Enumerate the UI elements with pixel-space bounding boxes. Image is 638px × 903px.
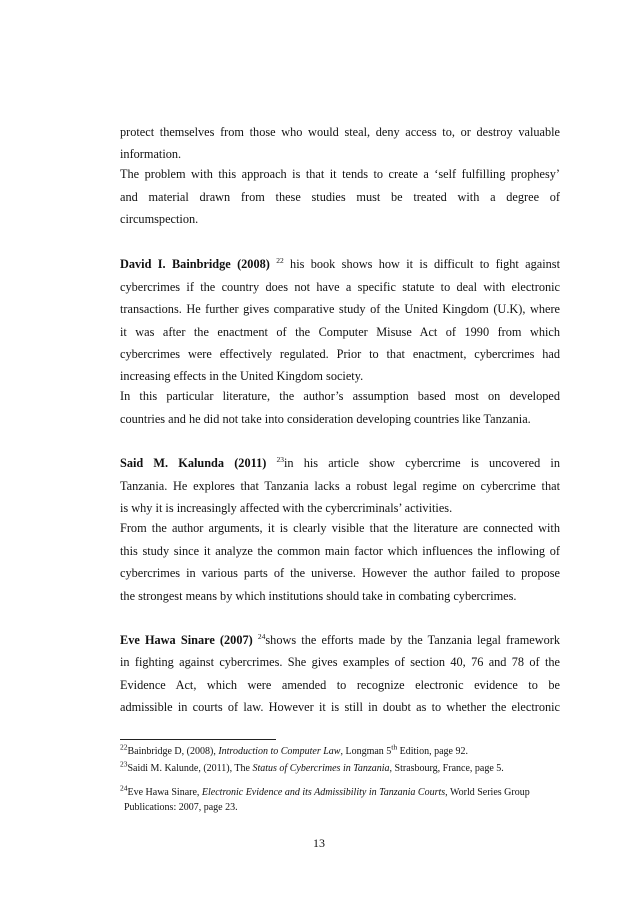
body-line: In this particular literature, the author’s assumption based most on developed [120,389,560,403]
body-line: in fighting against cybercrimes. She gives examples of section 40, 76 and 78 of the [120,655,560,669]
body-line: cybercrimes if the country does not have a specific statute to deal with electronic [120,280,560,294]
footnote-text: Eve Hawa Sinare, [127,787,202,798]
body-line: From the author arguments, it is clearly visible that the literature are connected with [120,521,560,535]
body-line: this study since it analyze the common main factor which influences the inflowing of [120,544,560,558]
sinare-heading-line [120,633,560,648]
footnote-title: Status of Cybercrimes in Tanzania [252,763,390,774]
author-name: David I. Bainbridge (2008) [120,257,270,271]
kalunda-heading-line [120,456,560,471]
footnote-22 [120,742,560,758]
page-number: 13 [313,836,325,850]
footnote-text: Edition, page 92. [397,746,468,757]
body-line: the strongest means by which institutions should take in combating cybercrimes. [120,589,517,603]
bainbridge-heading-line [120,257,560,272]
body-line: and material drawn from these studies must be treated with a degree of [120,190,560,204]
body-line: admissible in courts of law. However it is still in doubt as to whether the electronic [120,700,560,714]
body-line: The problem with this approach is that it tends to create a ‘self fulfilling prophesy’ [120,167,560,181]
footnote-title: Electronic Evidence and its Admissibility in Tanzania Courts [201,787,446,798]
body-text: shows the efforts made by the Tanzania legal framework [265,633,560,647]
body-line: is why it is increasingly affected with the cybercriminals’ activities. [120,501,453,515]
footnote-24 [120,783,560,799]
author-name: Eve Hawa Sinare (2007) [120,633,253,647]
footnote-number: 23 [120,759,128,769]
body-line: cybercrimes in various parts of the universe. However the author failed to propose [120,566,560,580]
body-line: protect themselves from those who would steal, deny access to, or destroy valuable [120,125,560,139]
body-line: circumspection. [120,212,199,226]
footnote-superscript: th [391,742,398,752]
footnote-23 [120,759,560,775]
body-text: his book shows how it is difficult to fight against [290,257,560,271]
footnote-separator [120,739,276,740]
author-name: Said M. Kalunda (2011) [120,456,267,470]
footnote-ref: 22 [276,255,284,265]
footnote-text: Saidi M. Kalunde, (2011), The [127,763,253,774]
body-line: information. [120,147,182,161]
footnote-number: 22 [120,742,128,752]
body-line: Evidence Act, which were amended to recognize electronic evidence to be [120,678,560,692]
footnote-text: , Strasbourg, France, page 5. [389,763,504,774]
footnote-24-line2: Publications: 2007, page 23. [124,802,238,813]
footnote-text: , World Series Group [445,787,530,798]
body-line: Tanzania. He explores that Tanzania lacks a robust legal regime on cybercrime that [120,479,560,493]
footnote-text: Bainbridge D, (2008), [127,746,219,757]
footnote-number: 24 [120,783,128,793]
footnote-title: Introduction to Computer Law [218,746,341,757]
body-line: cybercrimes were effectively regulated. Prior to that enactment, cybercrimes had [120,347,560,361]
footnote-ref: 24 [257,631,266,641]
footnote-ref: 23 [276,454,284,464]
body-line: increasing effects in the United Kingdom society. [120,369,364,383]
body-line: it was after the enactment of the Computer Misuse Act of 1990 from which [120,325,560,339]
body-text: in his article show cybercrime is uncovered in [283,456,560,470]
body-line: countries and he did not take into consideration developing countries like Tanzania. [120,412,531,426]
footnote-text: , Longman 5 [340,746,392,757]
body-line: transactions. He further gives comparative study of the United Kingdom (U.K), where [120,302,560,316]
